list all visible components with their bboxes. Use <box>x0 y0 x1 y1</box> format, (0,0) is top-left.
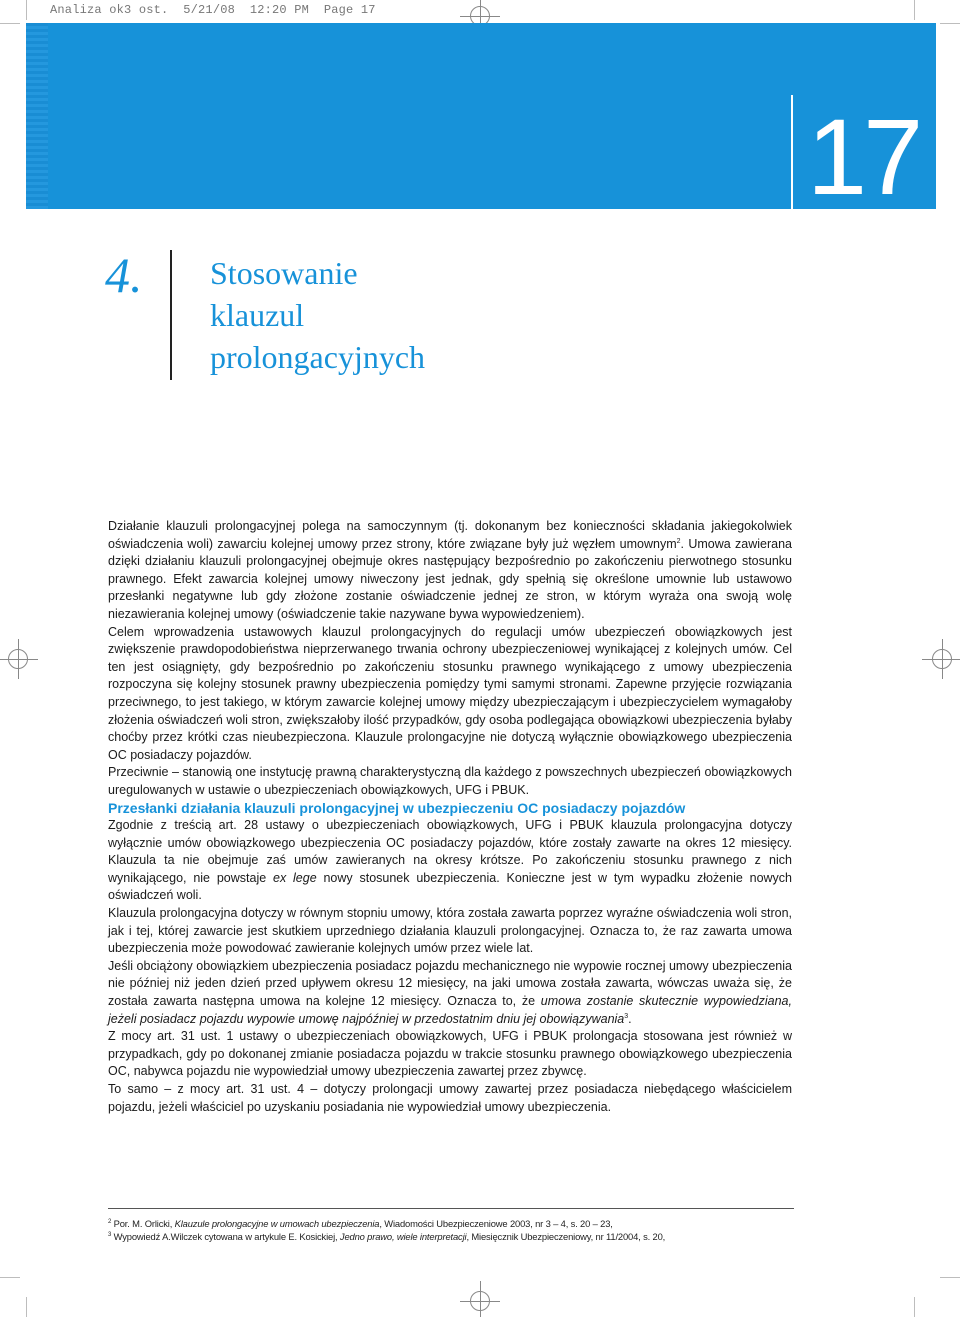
banner-texture <box>26 23 48 209</box>
crop-mark-top-left-h <box>0 23 20 24</box>
crop-mark-bottom-right-v <box>914 1297 915 1317</box>
registration-mark-left <box>4 645 32 673</box>
crop-mark-bottom-left-h <box>0 1277 20 1278</box>
chapter-divider <box>170 250 172 380</box>
paragraph-1: Działanie klauzuli prolongacyjnej polega na samoczynnym (tj. dokonanym bez konieczności składania jakiegokolwiek oświadczenia woli) zawarciu kolejnej umowy przez strony, które związane były już węzłem umownym$^2$. Umowa zawierana dzięki działaniu klauzuli prolongacyjnej obejmuje okres następujący bezpośrednio po zakończeniu pierwotnego stosunku prawnego. Efekt zawarcia kolejnej umowy niweczony jest jednak, gdy spełnią się określone umownie lub ustawowo przesłanki negatywne lub gdy złożone zostanie oświadczenie jednej ze stron, w którym wyraża ona swoją wolę niezawierania kolejnej umowy (oświadczenie takie nazywane bywa wypowiedzeniem). <box>108 519 792 621</box>
paragraph-8: To samo – z mocy art. 31 ust. 4 – dotyczy prolongacji umowy zawartej przez posiadacza niebędącego właścicielem pojazdu, jeżeli właściciel po uzyskaniu posiadania nie wypowiedział umowy ubezpieczenia. <box>108 1082 792 1114</box>
footnote-rule <box>108 1208 794 1209</box>
footnote: $^3$ Wypowiedź A.Wilczek cytowana w artykule E. Kosickiej, Jedno prawo, wiele interpretacji, Miesięcznik Ubezpieczeniowy, nr 11/2004, s. 20, <box>108 1231 666 1242</box>
paragraph-7: Z mocy art. 31 ust. 1 ustawy o ubezpieczeniach obowiązkowych, UFG i PBUK prolongacja stosowana jest również w przypadkach, gdy po dokonanej zmianie posiadacza pojazdu w trakcie stosunku prawnego obowiązkowego ubezpieczenia OC, nabywca pojazdu nie wypowiedział umowy ubezpieczenia zawartej przez zbywcę. <box>108 1029 792 1079</box>
page-number-rule <box>791 95 793 209</box>
chapter-title <box>210 252 530 378</box>
paragraph-4: Zgodnie z treścią art. 28 ustawy o ubezpieczeniach obowiązkowych, UFG i PBUK klauzula prolongacyjna dotyczy wyłącznie umów obowiązkowego ubezpieczenia OC posiadaczy pojazdów, które zostały zawarte na okres 12 miesięcy. Klauzula ta nie obejmuje zaś umów zawieranych na okresy krótsze. Po zakończeniu stosunku prawnego z nich wynikającego, nie powstaje ex lege nowy stosunek ubezpieczenia. Konieczne jest w tym wypadku złożenie nowych oświadczeń woli. <box>108 818 793 903</box>
chapter-number: 4. <box>105 247 143 303</box>
footnote: $^2$ Por. M. Orlicki, Klauzule prolongacyjne w umowach ubezpieczenia, Wiadomości Ubezpieczeniowe 2003, nr 3 – 4, s. 20 – 23, <box>108 1218 613 1229</box>
registration-mark-bottom <box>466 1287 494 1315</box>
paragraph-2: Celem wprowadzenia ustawowych klauzul prolongacyjnych do regulacji umów ubezpieczeń obowiązkowych jest zwiększenie prawdopodobieństwa nieprzerwanego trwania ochrony ubezpieczeniowej wynikającej z kolejnych umów. Cel ten jest osiągnięty, gdy bezpośrednio po zakończeniu stosunku prawnego wynikającego z umowy ubezpieczenia rozpoczyna się kolejny stosunek prawny ubezpieczenia pomiędzy tymi samymi stronami. Zapewne przyjęcie rozwiązania przeciwnego, to jest takiego, w którym zawarcie kolejnej umowy między ubezpieczającym i ubezpieczycielem wymagałoby złożenia oświadczeń woli stron, zwiększałoby ilość przypadków, gdy osoba podlegająca obowiązkowi ubezpieczenia byłaby choćby przez krótki czas nieubezpieczona. Klauzule prolongacyjne nie dotyczą wyłącznie obowiązkowego ubezpieczenia OC posiadaczy pojazdów. <box>108 624 792 762</box>
crop-mark-bottom-left-v <box>26 1297 27 1317</box>
paragraph-5: Klauzula prolongacyjna dotyczy w równym stopniu umowy, która została zawarta poprzez wyraźne oświadczenia woli stron, jak i tej, której zawarcie jest skutkiem uprzedniego działania klauzuli prolongacyjnej. Oznacza to, że raz zawarta umowa ubezpieczenia może powodować zawieranie kolejnych umów przez wiele lat. <box>108 906 792 956</box>
body-text <box>108 518 792 1116</box>
section-heading: Przesłanki działania klauzuli prolongacyjnej w ubezpieczeniu OC posiadaczy pojazdów <box>108 799 686 816</box>
printer-slug: Analiza ok3 ost. 5/21/08 12:20 PM Page 17 <box>50 3 376 17</box>
page-number: 17 <box>807 96 920 209</box>
paragraph-6: Jeśli obciążony obowiązkiem ubezpieczenia posiadacz pojazdu mechanicznego nie wypowie rocznej umowy ubezpieczenia nie później niż jeden dzień przed upływem okresu 12 miesięcy, na jaki umowa została zawarta, wówczas uważa się, że została zawarta następna umowa na kolejne 12 miesięcy. Oznacza to, że umowa zostanie skutecznie wypowiedziana, jeżeli posiadacz pojazdu wypowie umowę najpóźniej w przedostatnim dniu jej obowiązywania$^3$. <box>108 958 792 1026</box>
chapter-title-line: prolongacyjnych <box>210 339 426 375</box>
chapter-title-line: Stosowanie <box>210 255 358 291</box>
crop-mark-top-right-v <box>914 0 915 20</box>
footnote-ref-3: 3 <box>624 1012 629 1020</box>
crop-mark-top-right-h <box>940 23 960 24</box>
paragraph-3: Przeciwnie – stanowią one instytucję prawną charakterystyczną dla każdego z powszechnych ubezpieczeń obowiązkowych uregulowanych w ustawie o ubezpieczeniach obowiązkowych, UFG i PBUK. <box>108 765 792 797</box>
registration-mark-right <box>928 645 956 673</box>
crop-mark-bottom-right-h <box>940 1277 960 1278</box>
footnote-ref-2: 2 <box>676 537 681 545</box>
header-banner <box>26 23 936 209</box>
crop-mark-top-left-v <box>26 0 27 20</box>
chapter-title-line: klauzul <box>210 297 305 333</box>
footnotes <box>108 1217 665 1243</box>
